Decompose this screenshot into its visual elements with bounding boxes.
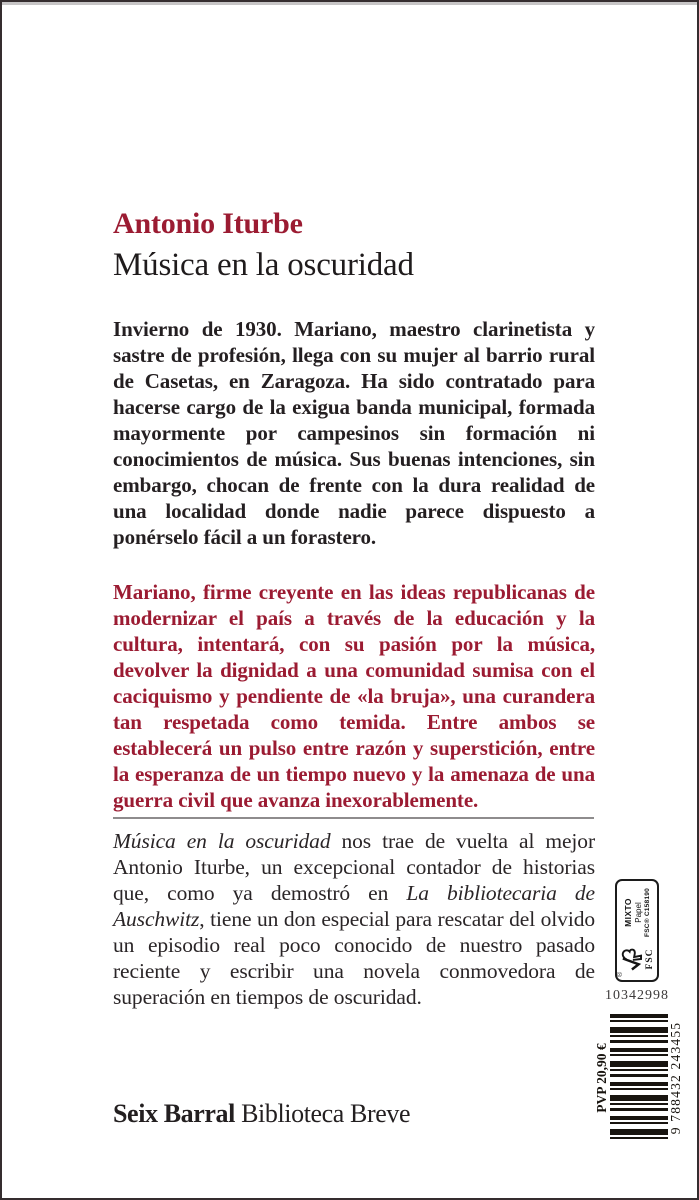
synopsis-paragraph-1: Invierno de 1930. Mariano, maestro clarinetista y sastre de profesión, llega con su mujer al barrio rural de Casetas, en Zaragoza. Ha sido contratado para hacerse cargo de la exigua banda municipal, formada mayormente por campesinos sin formación ni conocimientos de música. Sus buenas intenciones, sin embargo, chocan de frente con la dura realidad de una localidad donde nadie parece dispuesto a ponérselo fácil a un forastero. — [113, 317, 595, 549]
fsc-cert-type: MIXTO — [623, 898, 633, 927]
fsc-logotype: FSC — [645, 948, 655, 970]
publisher-collection: Biblioteca Breve — [234, 1099, 411, 1128]
synopsis-text: , tiene un don especial para rescatar del olvido un episodio real poco conocido de nuestro pasado reciente y escribir una novela conmovedora de superación en tiempos de oscuridad. — [113, 907, 595, 1009]
bottom-divider — [113, 817, 594, 819]
price-label: PVP 20,90 € — [594, 1043, 609, 1113]
fsc-license-code: FSC® C158190 — [644, 887, 651, 938]
other-book-title-reference: La bibliotecaria de Auschwitz — [113, 881, 595, 931]
product-code: 10342998 — [605, 988, 669, 1003]
barcode-bars-icon — [610, 1014, 668, 1142]
author-name: Antonio Iturbe — [113, 207, 303, 240]
book-title: Música en la oscuridad — [113, 247, 414, 283]
barcode — [594, 1012, 686, 1144]
synopsis-text: nos trae de vuelta al mejor Antonio Iturbe, un excepcional contador de historias que, como ya demostró en — [113, 829, 595, 905]
synopsis-paragraph-3 — [113, 828, 595, 1010]
fsc-logo — [618, 943, 656, 975]
fsc-material: Papel — [634, 902, 643, 923]
isbn-number: 9 788432 243455 — [668, 1021, 683, 1135]
book-title-reference: Música en la oscuridad — [113, 829, 331, 853]
publisher-imprint: Seix Barral — [113, 1099, 235, 1128]
top-divider — [2, 2, 697, 5]
registered-trademark-mark: ® — [617, 971, 624, 977]
fsc-certification-label — [615, 879, 659, 982]
synopsis-paragraph-2: Mariano, firme creyente en las ideas republicanas de modernizar el país a través de la educación y la cultura, intentará, con su pasión por la música, devolver la dignidad a una comunidad sumisa con el caciquismo y pendiente de «la bruja», una curandera tan respetada como temida. Entre ambos se establecerá un pulso entre razón y superstición, entre la esperanza de un tiempo nuevo y la amenaza de una guerra civil que avanza inexorablemente. — [113, 580, 595, 812]
publisher-footer — [113, 1099, 410, 1129]
fsc-tree-check-icon — [619, 947, 647, 972]
